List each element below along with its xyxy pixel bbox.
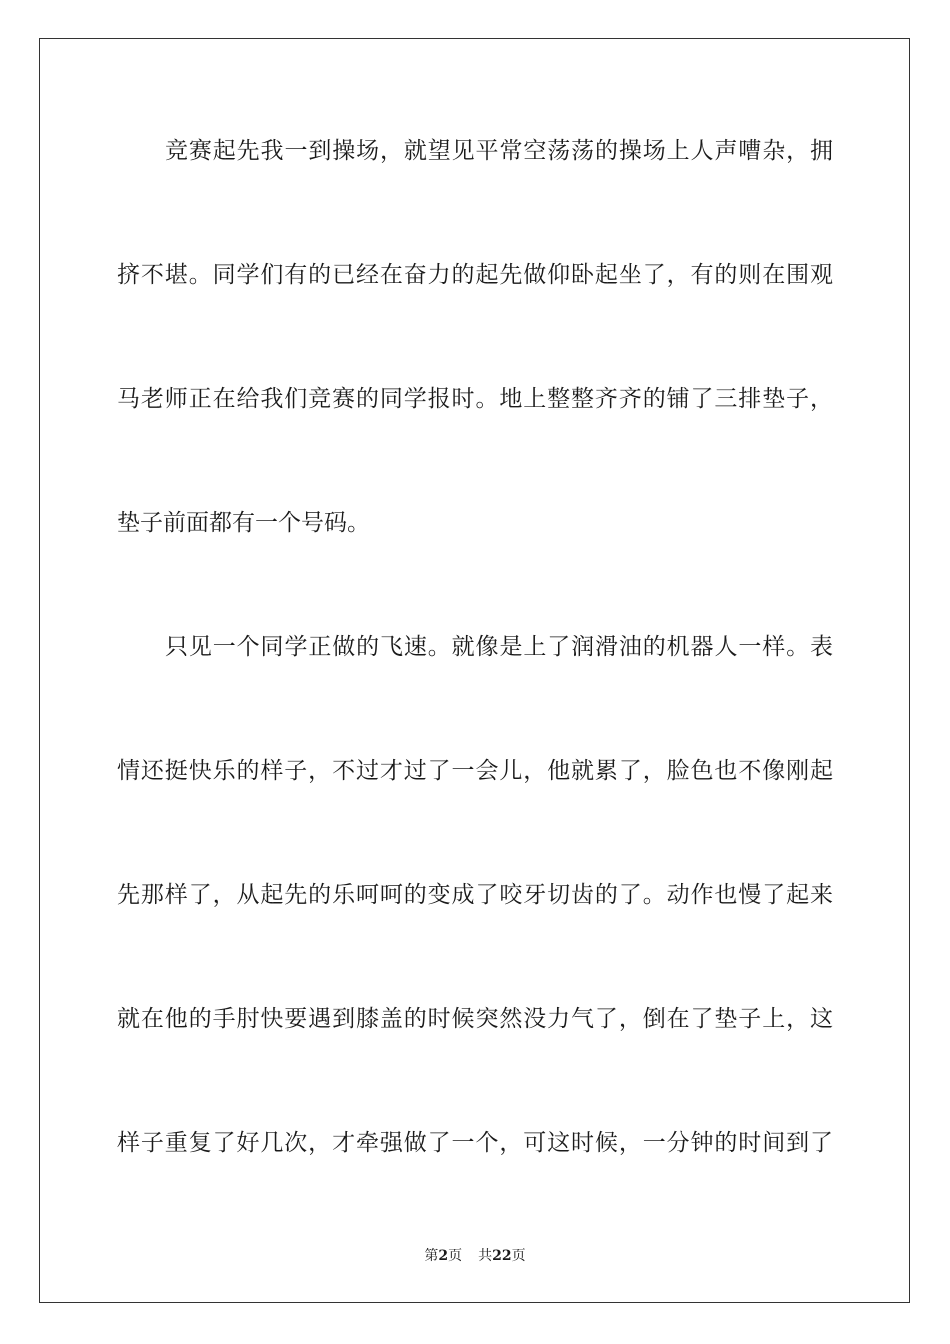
paragraph-1-line-4: 垫子前面都有一个号码。	[117, 510, 370, 536]
paragraph-2-line-2: 情还挺快乐的样子，不过才过了一会儿，他就累了，脸色也不像刚起	[117, 758, 833, 784]
total-suffix: 页	[511, 1248, 526, 1264]
paragraph-1-line-2: 挤不堪。同学们有的已经在奋力的起先做仰卧起坐了，有的则在围观	[117, 262, 833, 288]
total-prefix: 共	[478, 1248, 493, 1264]
paragraph-2-line-5: 样子重复了好几次，才牵强做了一个，可这时候，一分钟的时间到了	[117, 1130, 833, 1156]
paragraph-2-line-3: 先那样了，从起先的乐呵呵的变成了咬牙切齿的了。动作也慢了起来	[117, 882, 833, 908]
page-suffix: 页	[448, 1248, 463, 1264]
page-border	[39, 38, 910, 1303]
total-pages: 22	[492, 1248, 512, 1264]
paragraph-1-line-3: 马老师正在给我们竞赛的同学报时。地上整整齐齐的铺了三排垫子，	[117, 386, 833, 412]
page-number: 2	[438, 1248, 449, 1264]
page-prefix: 第	[424, 1248, 439, 1264]
paragraph-1-line-1: 竞赛起先我一到操场，就望见平常空荡荡的操场上人声嘈杂，拥	[165, 138, 833, 164]
paragraph-2-line-4: 就在他的手肘快要遇到膝盖的时候突然没力气了，倒在了垫子上，这	[117, 1006, 833, 1032]
page-footer	[0, 1247, 950, 1265]
paragraph-2-line-1: 只见一个同学正做的飞速。就像是上了润滑油的机器人一样。表	[165, 634, 833, 660]
